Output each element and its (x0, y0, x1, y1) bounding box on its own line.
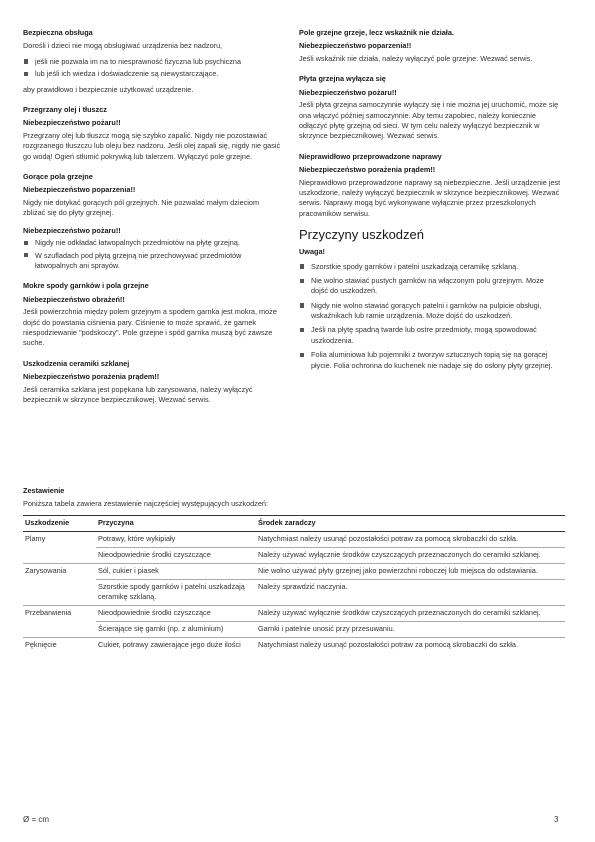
table-row (23, 531, 565, 547)
list-item: Nigdy nie odkładać łatwopalnych przedmiotów na płytę grzejną. (23, 238, 281, 248)
section-title-wet-pans: Mokre spody garnków i pola grzejne (23, 281, 149, 291)
page-number: 3 (554, 815, 559, 824)
paragraph: Nigdy nie dotykać gorących pól grzejnych. Nie pozwalać małym dzieciom zbliżać się do płyty grzejnej. (23, 197, 260, 218)
table-cell (23, 580, 96, 606)
bullet-square-icon (24, 241, 28, 245)
table-cell: Nieodpowiednie środki czyszczące (96, 606, 256, 622)
table-row (23, 564, 565, 580)
bullet-square-icon (24, 59, 28, 63)
bullet-square-icon (300, 279, 304, 283)
bullet-square-icon (300, 353, 304, 357)
table-cell: Szorstkie spody garnków i patelni uszkadzają ceramikę szklaną. (96, 580, 256, 606)
table-cell (23, 547, 96, 563)
section-title-glass-ceramic-damage: Uszkodzenia ceramiki szklanej (23, 358, 130, 368)
table-row (23, 606, 565, 622)
paragraph: Nieprawidłowo przeprowadzone naprawy są niebezpieczne. Jeśli urządzenie jest uszkodzone, należy wyłączyć bezpiecznik w skrzynce bezpiecznikowej. Wezwać serwis. Naprawy mogą być wykonywane wyłącznie przez przeszkolonych pracowników serwisu. (299, 177, 561, 218)
table-row (23, 622, 565, 638)
section-title-safe-use: Bezpieczna obsługa (23, 28, 93, 37)
paragraph: Jeśli powierzchnia między polem grzejnym a spodem garnka jest mokra, może dojść do powstania ciśnienia pary. Ciśnienie to może sprawić, że garnek niespodziewanie "podskoczy". Pole grzejne i spód garnka muszą być zawsze suche. (23, 307, 277, 348)
paragraph: aby prawidłowo i bezpiecznie użytkować urządzenie. (23, 84, 194, 94)
table-row (23, 547, 565, 563)
section-title-hob-switches-off: Płyta grzejna wyłącza się (299, 74, 386, 84)
bullet-list (23, 57, 281, 80)
table-cell: Potrawy, które wykipiały (96, 531, 256, 547)
bullet-square-icon (300, 328, 304, 332)
list-item: Szorstkie spody garnków i patelni uszkadzają ceramikę szklaną. (299, 262, 561, 272)
bullet-list (23, 238, 281, 271)
bullet-square-icon (300, 264, 304, 268)
table-cell: Należy sprawdzić naczynia. (256, 580, 565, 606)
paragraph: Przegrzany olej lub tłuszcz mogą się szybko zapalić. Nigdy nie pozostawiać rozgrzanego tłuszczu lub oleju bez nadzoru. Jeśli olej zapali się, nigdy nie gasić go wodą! Ogień stłumić pokrywką lub talerzem. Wyłączyć pole grzejne. (23, 130, 281, 161)
footer-note: Ø = cm (23, 815, 50, 824)
table-row (23, 638, 565, 654)
column-header: Środek zaradczy (256, 515, 565, 531)
summary-table (23, 515, 565, 654)
list-item: Nigdy nie wolno stawiać gorących patelni i garnków na pulpicie obsługi, wskaźnikach lub ramie urządzenia. Może dojść do uszkodzeń. (299, 301, 561, 322)
bullet-square-icon (24, 253, 28, 257)
table-header-row (23, 515, 565, 531)
table-cell: Pęknięcie (25, 640, 57, 650)
bullet-square-icon (24, 72, 28, 76)
attention-heading: Uwaga! (299, 247, 325, 257)
paragraph: Jeśli wskaźnik nie działa, należy wyłączyć pole grzejne. Wezwać serwis. (299, 53, 533, 63)
warning-heading: Niebezpieczeństwo obrażeń!! (23, 294, 125, 304)
paragraph: Dorośli i dzieci nie mogą obsługiwać urządzenia bez nadzoru, (23, 41, 223, 51)
section-title-overheated-oil: Przegrzany olej i tłuszcz (23, 104, 107, 114)
paragraph: Jeśli płyta grzejna samoczynnie wyłączy się i nie można jej uruchomić, może się ona włączyć później samoczynnie. Aby temu zapobiec, należy koniecznie odłączyć płytę grzejną od sieci. W tym celu należy wyłączyć bezpiecznik w skrzynce bezpiecznikowej. Wezwać serwis. (299, 100, 559, 141)
table-cell: Cukier, potrawy zawierające jego duże ilości (98, 640, 241, 650)
table-cell: Należy używać wyłącznie środków czyszczących przeznaczonych do ceramiki szklanej. (256, 547, 565, 563)
table-cell: Ścierające się garnki (np. z aluminium) (96, 622, 256, 638)
section-title-hot-zones: Gorące pola grzejne (23, 171, 93, 181)
warning-heading: Niebezpieczeństwo poparzenia!! (23, 185, 136, 195)
section-title-indicator-fault: Pole grzejne grzeje, lecz wskaźnik nie działa. (299, 28, 454, 37)
table-cell: Plamy (25, 533, 46, 543)
summary-intro: Poniższa tabela zawiera zestawienie najczęściej występujących uszkodzeń: (23, 499, 268, 509)
table-cell: Nie wolno używać płyty grzejnej jako powierzchni roboczej lub miejsca do odstawiania. (256, 564, 565, 580)
warning-heading: Niebezpieczeństwo porażenia prądem!! (299, 165, 436, 175)
warning-heading: Niebezpieczeństwo pożaru!! (23, 225, 121, 235)
table-cell: Sól, cukier i piasek (96, 564, 256, 580)
bullet-list (299, 262, 561, 371)
list-item: jeśli nie pozwala im na to niesprawność fizyczna lub psychiczna (23, 57, 281, 67)
table-cell: Natychmiast należy usunąć pozostałości potraw za pomocą skrobaczki do szkła. (258, 640, 518, 650)
table-cell: Zarysowania (25, 566, 67, 576)
list-item: lub jeśli ich wiedza i doświadczenie są niewystarczające. (23, 69, 281, 79)
warning-heading: Niebezpieczeństwo pożaru!! (299, 87, 397, 97)
section-title-improper-repairs: Nieprawidłowo przeprowadzone naprawy (299, 151, 442, 161)
list-item: Nie wolno stawiać pustych garnków na włączonym polu grzejnym. Może dojść do uszkodzeń. (299, 276, 561, 297)
summary-section (23, 486, 565, 653)
summary-title: Zestawienie (23, 486, 65, 495)
list-item: Folia aluminiowa lub pojemniki z tworzyw sztucznych topią się na gorącej płycie. Folia ochronna do kuchenek nie nadaje się do osłony płyty grzejnej. (299, 350, 561, 371)
table-cell: Nieodpowiednie środki czyszczące (96, 547, 256, 563)
warning-heading: Niebezpieczeństwo poparzenia!! (299, 41, 412, 51)
warning-heading: Niebezpieczeństwo porażenia prądem!! (23, 372, 160, 382)
table-row (23, 580, 565, 606)
list-item: W szufladach pod płytą grzejną nie przechowywać przedmiotów łatwopalnych ani sprayów. (23, 251, 281, 272)
table-cell: Garnki i patelnie unosić przy przesuwaniu. (256, 622, 565, 638)
list-item: Jeśli na płytę spadną twarde lub ostre przedmioty, mogą spowodować uszkodzenia. (299, 325, 561, 346)
table-cell: Przebarwienia (25, 608, 72, 618)
column-header: Uszkodzenie (23, 515, 96, 531)
table-cell (23, 622, 96, 638)
right-column (299, 28, 561, 376)
column-header: Przyczyna (96, 515, 256, 531)
table-cell: Należy używać wyłącznie środków czyszczących przeznaczonych do ceramiki szklanej. (256, 606, 565, 622)
left-column (23, 28, 281, 410)
section-title-causes-of-damage: Przyczyny uszkodzeń (299, 227, 424, 243)
paragraph: Jeśli ceramika szklana jest popękana lub zarysowana, należy wyłączyć bezpiecznik w skrzynce bezpiecznikowej. Wezwać serwis. (23, 384, 253, 404)
warning-heading: Niebezpieczeństwo pożaru!! (23, 118, 121, 128)
bullet-square-icon (300, 303, 304, 307)
table-cell: Natychmiast należy usunąć pozostałości potraw za pomocą skrobaczki do szkła. (256, 531, 565, 547)
